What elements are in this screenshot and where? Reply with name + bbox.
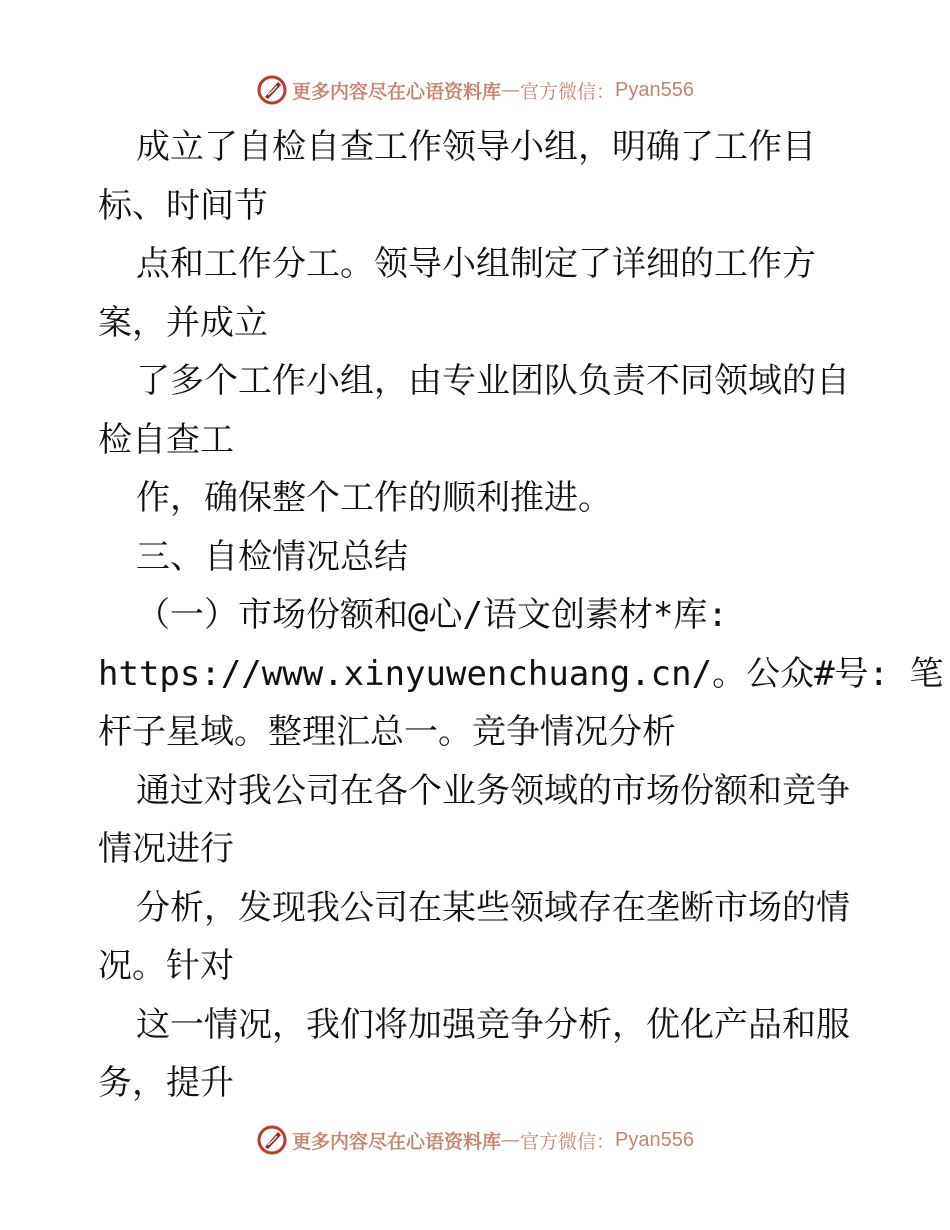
quill-seal-icon [256,74,288,106]
header-site-name: 更多内容尽在心语资料库 [292,80,502,103]
paragraph-line: 作，确保整个工作的顺利推进。 [136,478,612,518]
paragraph-line: 成立了自检自查工作领导小组，明确了工作目 [136,127,816,167]
paragraph-line: 标、时间节 [98,185,268,226]
paragraph-line: 况。针对 [98,946,234,986]
footer-wechat-id: Pyan556 [615,1128,694,1151]
document-body [98,118,944,1113]
paragraph-line: 三、自检情况总结 [136,536,408,577]
paragraph-line: 检自查工 [98,419,234,460]
footer-site-name: 更多内容尽在心语资料库 [292,1130,502,1153]
paragraph-line: 分析，发现我公司在某些领域存在垄断市场的情 [136,887,850,928]
paragraph-line: 情况进行 [98,829,234,869]
footer-wechat-label: 官方微信： [520,1130,616,1153]
paragraph-line: 务，提升 [98,1063,234,1103]
paragraph-line: https://www.xinyuwenchuang.cn/。公众#号: 笔 [98,653,944,694]
paragraph-line: 案，并成立 [98,302,268,343]
paragraph-line: 了多个工作小组，由专业团队负责不同领域的自 [136,361,850,401]
header-wechat-id: Pyan556 [615,78,694,101]
paragraph-line: 这一情况，我们将加强竞争分析，优化产品和服 [136,1004,850,1045]
paragraph-line: （一）市场份额和@心/语文创素材*库: [136,595,728,635]
header-separator: — [501,79,521,101]
paragraph-line: 杆子星域。整理汇总一。竞争情况分析 [98,712,676,752]
paragraph-line: 通过对我公司在各个业务领域的市场份额和竞争 [136,770,850,811]
header-wechat-label: 官方微信： [520,80,616,103]
quill-seal-icon [256,1124,288,1156]
footer-watermark [0,1120,950,1160]
header-watermark [0,70,950,110]
paragraph-line: 点和工作分工。领导小组制定了详细的工作方 [136,244,816,284]
footer-separator: — [501,1129,521,1151]
